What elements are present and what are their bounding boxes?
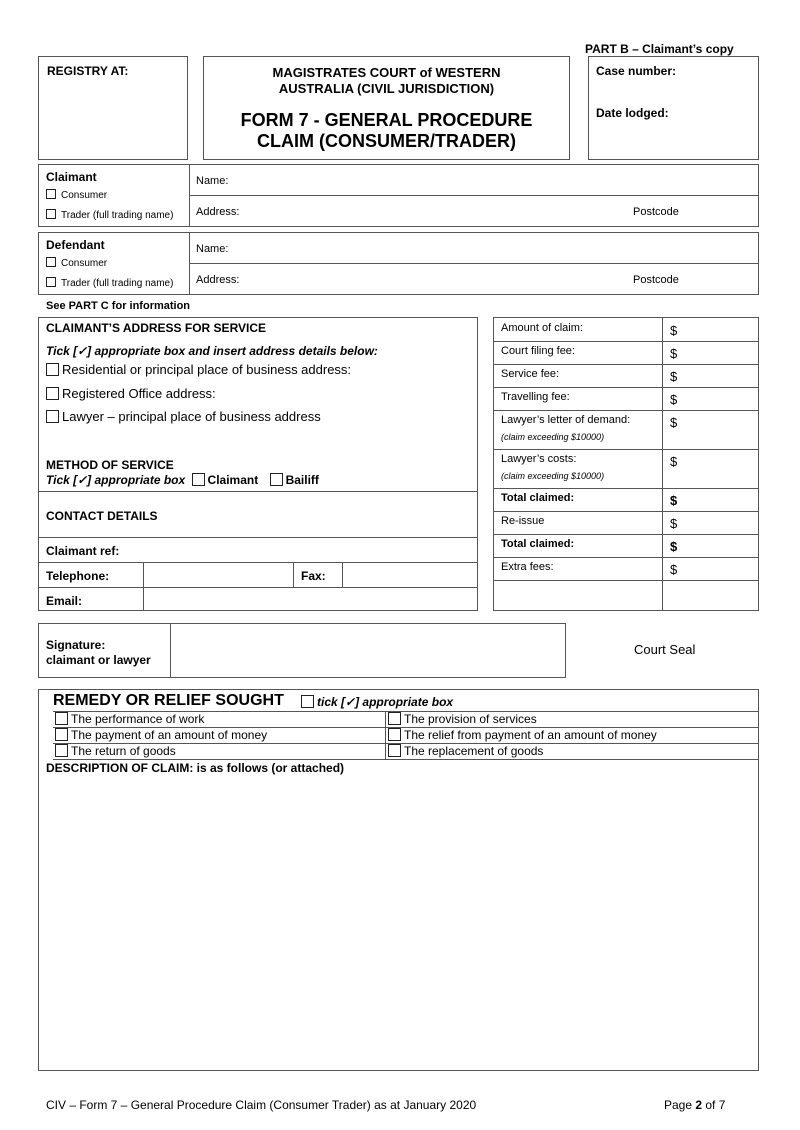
checkbox[interactable] bbox=[46, 277, 56, 287]
fee-amount-currency: $ bbox=[670, 539, 678, 554]
remedy-option[interactable]: The replacement of goods bbox=[388, 744, 543, 758]
checkbox[interactable] bbox=[192, 473, 205, 486]
contact-title: CONTACT DETAILS bbox=[46, 509, 158, 523]
checkbox[interactable] bbox=[46, 257, 56, 267]
description-label: DESCRIPTION OF CLAIM: is as follows (or attached) bbox=[46, 761, 345, 775]
registry-label: REGISTRY AT: bbox=[47, 64, 129, 78]
fee-amount-field[interactable] bbox=[663, 318, 758, 341]
defendant-section bbox=[38, 232, 759, 295]
description-field[interactable] bbox=[41, 778, 756, 1068]
service-title: CLAIMANT’S ADDRESS FOR SERVICE bbox=[46, 321, 267, 335]
checkbox[interactable] bbox=[270, 473, 283, 486]
fee-amount-currency: $ bbox=[670, 392, 678, 407]
fee-amount-field[interactable] bbox=[663, 387, 758, 410]
defendant-name-field[interactable] bbox=[190, 233, 759, 263]
fee-label: Re-issue bbox=[501, 515, 545, 527]
remedy-option[interactable]: The provision of services bbox=[388, 712, 537, 726]
checkbox[interactable] bbox=[388, 712, 401, 725]
fee-amount-currency: $ bbox=[670, 346, 678, 361]
fee-amount-field[interactable] bbox=[663, 449, 758, 488]
remedy-option[interactable]: The return of goods bbox=[55, 744, 176, 758]
fee-label: Travelling fee: bbox=[501, 391, 570, 403]
fee-label: Lawyer’s letter of demand: bbox=[501, 414, 631, 426]
fee-amount-currency: $ bbox=[670, 323, 678, 338]
claimant-ref-field[interactable] bbox=[139, 538, 477, 561]
fee-amount-field[interactable] bbox=[663, 488, 758, 511]
fee-amount-field[interactable] bbox=[663, 511, 758, 534]
see-part-c-note: See PART C for information bbox=[46, 300, 191, 312]
fee-label: Total claimed: bbox=[501, 492, 575, 504]
fee-label: Service fee: bbox=[501, 368, 560, 380]
remedy-option[interactable]: The payment of an amount of money bbox=[55, 728, 267, 742]
method-title: METHOD OF SERVICE bbox=[46, 458, 174, 472]
signature-label: Signature: claimant or lawyer bbox=[46, 638, 151, 667]
court-name: MAGISTRATES COURT of WESTERN AUSTRALIA (CIVIL JURISDICTION) bbox=[272, 65, 501, 96]
fees-table bbox=[493, 317, 759, 611]
fee-amount-field[interactable] bbox=[663, 410, 758, 449]
checkbox[interactable] bbox=[46, 410, 59, 423]
date-lodged-label: Date lodged: bbox=[596, 106, 669, 120]
fee-amount-currency: $ bbox=[670, 415, 678, 430]
service-section bbox=[38, 317, 478, 611]
registry-box[interactable] bbox=[38, 56, 188, 160]
case-number-label: Case number: bbox=[596, 64, 677, 78]
checkbox[interactable] bbox=[55, 744, 68, 757]
claimant-address-label: Address: bbox=[196, 206, 240, 218]
claimant-postcode-label: Postcode bbox=[633, 206, 679, 218]
service-option-lawyer[interactable]: Lawyer – principal place of business address bbox=[46, 409, 321, 424]
service-option-registered[interactable]: Registered Office address: bbox=[46, 386, 216, 401]
service-instruction: Tick [✓] appropriate box and insert address details below: bbox=[46, 344, 378, 358]
claimant-section bbox=[38, 164, 759, 227]
signature-field[interactable] bbox=[171, 624, 565, 677]
fee-amount-currency: $ bbox=[670, 369, 678, 384]
service-option-residential[interactable]: Residential or principal place of business address: bbox=[46, 362, 351, 377]
fee-amount-field[interactable] bbox=[663, 534, 758, 557]
claimant-name-field[interactable] bbox=[190, 165, 759, 195]
email-field[interactable] bbox=[144, 588, 477, 610]
fee-note: (claim exceeding $10000) bbox=[501, 471, 605, 481]
extra-row-field[interactable] bbox=[663, 580, 758, 602]
fee-amount-currency: $ bbox=[670, 454, 678, 469]
fee-label: Amount of claim: bbox=[501, 322, 583, 334]
checkbox[interactable] bbox=[46, 387, 59, 400]
claimant-consumer-option[interactable]: Consumer bbox=[46, 189, 107, 201]
checkbox[interactable] bbox=[55, 712, 68, 725]
footer-text: CIV – Form 7 – General Procedure Claim (Consumer Trader) as at January 2020 bbox=[46, 1098, 477, 1112]
checkbox[interactable] bbox=[46, 189, 56, 199]
fee-label: Lawyer’s costs: bbox=[501, 453, 577, 465]
fee-amount-field[interactable] bbox=[663, 341, 758, 364]
defendant-consumer-option[interactable]: Consumer bbox=[46, 257, 107, 269]
defendant-name-label: Name: bbox=[196, 243, 229, 255]
case-box[interactable] bbox=[588, 56, 759, 160]
remedy-option[interactable]: The performance of work bbox=[55, 712, 204, 726]
fee-amount-currency: $ bbox=[670, 493, 678, 508]
method-bailiff-option[interactable]: Bailiff bbox=[270, 473, 319, 487]
defendant-trader-option[interactable]: Trader (full trading name) bbox=[46, 277, 173, 289]
defendant-address-label: Address: bbox=[196, 274, 240, 286]
part-label: PART B – Claimant’s copy bbox=[585, 42, 734, 56]
signature-box bbox=[38, 623, 566, 678]
fax-label: Fax: bbox=[301, 569, 326, 583]
fee-amount-field[interactable] bbox=[663, 364, 758, 387]
claimant-trader-option[interactable]: Trader (full trading name) bbox=[46, 209, 173, 221]
checkbox[interactable] bbox=[46, 209, 56, 219]
form-title: FORM 7 - GENERAL PROCEDURE CLAIM (CONSUMER/TRADER) bbox=[240, 110, 533, 151]
fee-amount-currency: $ bbox=[670, 516, 678, 531]
claimant-title: Claimant bbox=[46, 170, 97, 184]
method-row: Tick [✓] appropriate box Claimant Bailiff bbox=[46, 473, 319, 487]
remedy-title: REMEDY OR RELIEF SOUGHT bbox=[53, 692, 284, 709]
remedy-option[interactable]: The relief from payment of an amount of money bbox=[388, 728, 657, 742]
claimant-name-label: Name: bbox=[196, 175, 229, 187]
checkbox[interactable] bbox=[55, 728, 68, 741]
fee-amount-field[interactable] bbox=[663, 557, 758, 580]
page-number: Page 2 of 7 bbox=[664, 1098, 726, 1112]
fee-label: Extra fees: bbox=[501, 561, 554, 573]
fax-field[interactable] bbox=[343, 563, 477, 587]
remedy-section bbox=[38, 689, 759, 1071]
claimant-ref-label: Claimant ref: bbox=[46, 544, 120, 558]
fee-label: Court filing fee: bbox=[501, 345, 575, 357]
method-claimant-option[interactable]: Claimant bbox=[192, 473, 259, 487]
fee-note: (claim exceeding $10000) bbox=[501, 432, 605, 442]
fee-amount-currency: $ bbox=[670, 562, 678, 577]
telephone-label: Telephone: bbox=[46, 569, 110, 583]
checkbox[interactable] bbox=[388, 728, 401, 741]
defendant-title: Defendant bbox=[46, 238, 105, 252]
checkbox[interactable] bbox=[46, 363, 59, 376]
telephone-field[interactable] bbox=[144, 563, 292, 587]
fee-label: Total claimed: bbox=[501, 538, 575, 550]
defendant-postcode-label: Postcode bbox=[633, 274, 679, 286]
remedy-instruction: tick [✓] appropriate box bbox=[301, 695, 453, 709]
court-title-box bbox=[203, 56, 570, 160]
checkbox[interactable] bbox=[388, 744, 401, 757]
email-label: Email: bbox=[46, 594, 83, 608]
checkbox bbox=[301, 695, 314, 708]
court-seal-label: Court Seal bbox=[634, 642, 696, 657]
